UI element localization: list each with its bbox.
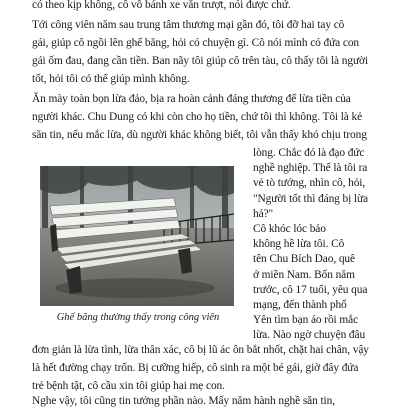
text-line: Ăn mày toàn bọn lừa đảo, bịa ra hoàn cảnh đáng thương để lừa tiền của xyxy=(32,93,351,105)
text-line: nghề nghiệp. Thế là tôi ra xyxy=(253,162,368,175)
text-line: Tới công viên năm sau trung tâm thương mại gần đó, tôi đỡ hai tay cô xyxy=(32,19,345,31)
text-line: gái, giúp cô ngồi lên ghế băng, hỏi có chuyện gì. Cô nói mình có đứa con xyxy=(32,37,360,49)
text-line: Yên tìm bạn áo rồi mắc xyxy=(253,314,359,327)
text-line: là hết đường chạy trốn. Bị cưỡng hiếp, cô sinh ra một bé gái, giờ đây đứa xyxy=(32,362,359,374)
text-line: trẻ bệnh tật, cô cầu xin tôi giúp hai mẹ con. xyxy=(32,380,225,392)
text-line: mạng, đến thành phố xyxy=(253,299,347,311)
text-line: lừa. Nào ngờ chuyện đâu xyxy=(253,329,366,342)
text-line: đơn giản là lừa tình, lừa thân xác, cô bị lũ ác ôn bắt nhốt, chặt hai chân, vậy xyxy=(32,344,369,356)
photo-caption: Ghế băng thường thấy trong công viên xyxy=(56,312,220,323)
text-line: người khác. Chu Dung có khi còn cho họ tiền, chứ tôi thì không. Tôi là kẻ xyxy=(32,111,363,123)
text-line: trước, cô 17 tuổi, yêu qua xyxy=(253,283,368,296)
text-line: tốt, hỏi tôi có thể giúp mình không. xyxy=(32,73,190,85)
text-line: ở miền Nam. Bốn năm xyxy=(253,268,355,281)
text-line: không hề lừa tôi. Cô xyxy=(253,238,345,251)
text-line: săn tin, nếu mắc lừa, dù người khác không biết, tôi vẫn thấy khó chịu trong xyxy=(32,129,367,141)
text-line: Nghe vậy, tôi cũng tin tưởng phần nào. Mấy năm hành nghề săn tin, xyxy=(32,395,335,407)
text-line: Cô khóc lóc bảo xyxy=(253,223,326,235)
text-line: gái ốm đau, đang cần tiền. Ban nãy tôi giúp cô trên tàu, cô thấy tôi là người xyxy=(32,55,369,67)
text-line: lòng. Chắc đó là đạo đức xyxy=(253,147,365,159)
park-bench-photo xyxy=(40,166,234,306)
text-line: "Người tốt thì đáng bị lừa xyxy=(253,192,369,205)
text-line: tên Chu Bích Dao, quê xyxy=(253,253,355,266)
text-line: có theo kịp không, cô vô bánh xe văn trượt, nói được chứ. xyxy=(32,0,291,11)
text-line: vẻ tò tướng, nhìn cô, hỏi, xyxy=(253,177,366,190)
text-line: hả?" xyxy=(253,207,274,220)
